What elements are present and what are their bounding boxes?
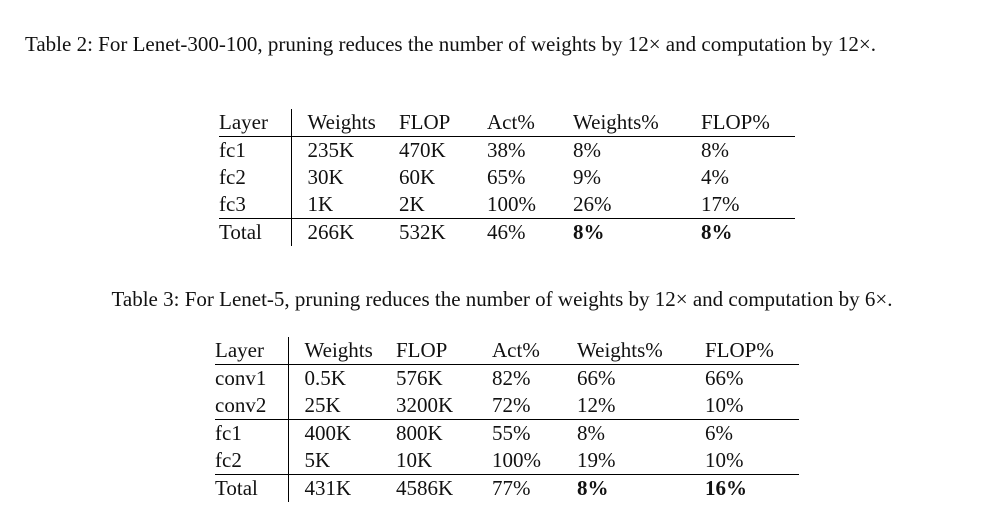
table-cell: 800K <box>396 421 443 445</box>
table-cell: 38% <box>487 138 526 162</box>
table2-total-row <box>219 219 795 247</box>
table-row <box>215 365 799 393</box>
table3-header-row <box>215 337 799 365</box>
table-cell: 66% <box>577 366 616 390</box>
table-cell: 4% <box>701 165 729 189</box>
table-row <box>219 191 795 219</box>
table2-header-cell: FLOP <box>399 109 487 137</box>
table-cell: 46% <box>487 220 526 244</box>
table3 <box>215 337 799 502</box>
table-cell: 576K <box>396 366 443 390</box>
table-cell: 19% <box>577 447 705 475</box>
table-row <box>215 420 799 448</box>
table-cell: 400K <box>304 421 352 445</box>
table-cell: 8% <box>577 476 609 500</box>
table-cell: 55% <box>492 421 531 445</box>
table2-header-cell: Act% <box>487 109 573 137</box>
table2-header-row <box>219 109 795 137</box>
table-cell: 30K <box>307 165 344 189</box>
table-cell: 431K <box>304 476 352 500</box>
table3-header-cell: Weights% <box>577 337 705 365</box>
table-cell: 0.5K <box>304 366 346 390</box>
table-cell: fc1 <box>215 420 288 448</box>
table-row <box>215 392 799 420</box>
table-cell: 266K <box>307 220 355 244</box>
table-cell: Total <box>215 475 288 503</box>
table3-header-cell: FLOP <box>396 337 492 365</box>
table-cell: 16% <box>705 476 747 500</box>
table2-header-cell: Weights <box>291 109 399 137</box>
table3-header-cell: Layer <box>215 337 288 365</box>
table3-header-cell: FLOP% <box>705 337 799 365</box>
table3-header-cell: Weights <box>288 337 396 365</box>
table-cell: 66% <box>705 366 744 390</box>
table-cell: 3200K <box>396 392 492 420</box>
table-cell: 6% <box>705 421 733 445</box>
table-cell: 77% <box>492 476 531 500</box>
table-cell: conv2 <box>215 392 288 420</box>
table-cell: 17% <box>701 191 795 219</box>
table-cell: 1K <box>291 191 399 219</box>
table2 <box>219 109 795 246</box>
table-cell: conv1 <box>215 365 288 393</box>
table2-header-cell: Weights% <box>573 109 701 137</box>
table-cell: fc2 <box>215 447 288 475</box>
table-cell: fc1 <box>219 137 291 165</box>
table-cell: 5K <box>288 447 396 475</box>
table-cell: 8% <box>701 220 733 244</box>
table-cell: 532K <box>399 220 446 244</box>
table-row <box>219 137 795 165</box>
table-cell: 10% <box>705 447 799 475</box>
table-cell: fc2 <box>219 164 291 191</box>
table3-caption: Table 3: For Lenet-5, pruning reduces the number of weights by 12× and computation by 6×. <box>111 287 893 311</box>
table2-caption: Table 2: For Lenet-300-100, pruning reduces the number of weights by 12× and computation by 12×. <box>25 32 876 56</box>
table-cell: 470K <box>399 138 446 162</box>
table3-header-cell: Act% <box>492 337 577 365</box>
table-row <box>215 447 799 475</box>
table-cell: 235K <box>307 138 355 162</box>
table2-header-cell: Layer <box>219 109 291 137</box>
table-cell: 82% <box>492 366 531 390</box>
table3-total-row <box>215 475 799 503</box>
table-cell: 10K <box>396 447 492 475</box>
table-cell: 60K <box>399 165 436 189</box>
table-cell: 10% <box>705 392 799 420</box>
table-cell: 8% <box>577 421 605 445</box>
table-cell: 9% <box>573 165 601 189</box>
table-cell: fc3 <box>219 191 291 219</box>
table-cell: 100% <box>492 447 577 475</box>
table2-header-cell: FLOP% <box>701 109 795 137</box>
table-cell: 25K <box>288 392 396 420</box>
table-cell: 2K <box>399 191 487 219</box>
table-cell: Total <box>219 219 291 247</box>
table-cell: 65% <box>487 165 526 189</box>
table-cell: 100% <box>487 191 573 219</box>
table-cell: 8% <box>701 138 729 162</box>
table-cell: 4586K <box>396 476 454 500</box>
table-row <box>219 164 795 191</box>
table-cell: 12% <box>577 392 705 420</box>
table-cell: 8% <box>573 138 601 162</box>
table-cell: 72% <box>492 392 577 420</box>
table-cell: 8% <box>573 220 605 244</box>
table-cell: 26% <box>573 191 701 219</box>
